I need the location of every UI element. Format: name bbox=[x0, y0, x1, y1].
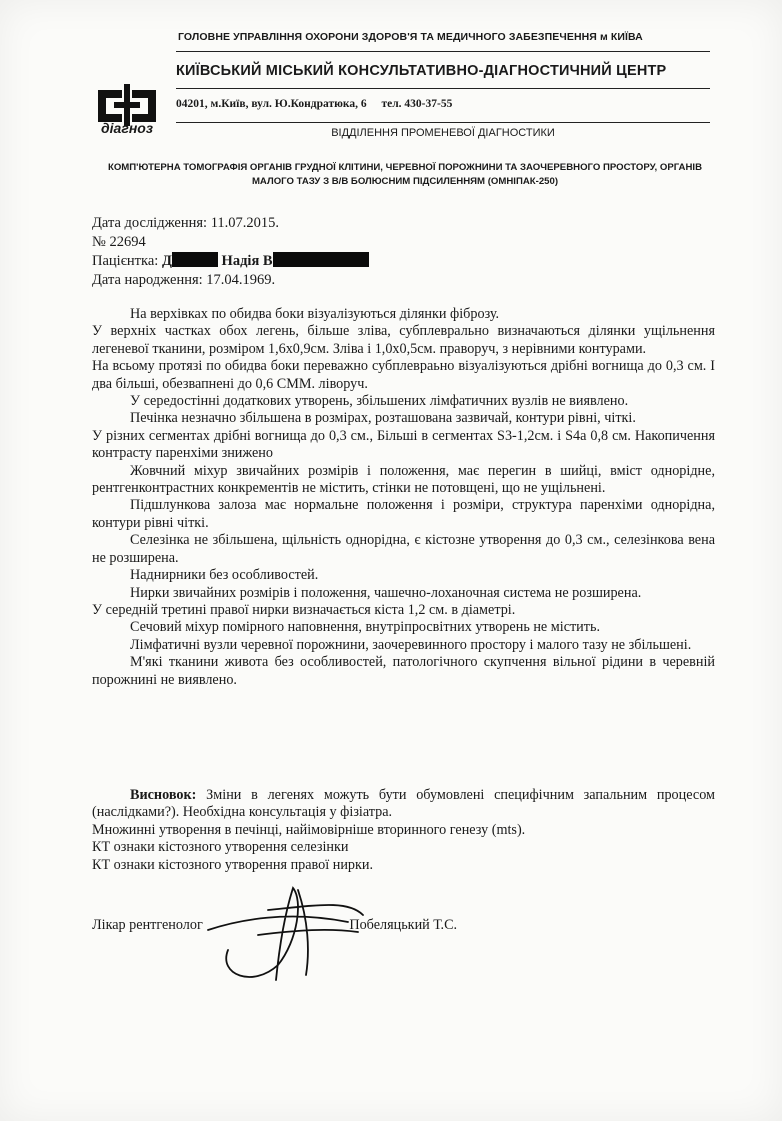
study-date-value: 11.07.2015. bbox=[210, 215, 280, 231]
conclusion-text: Зміни в легенях можуть бути обумовлені специфічним запальним процесом (наслідками?). Необхідна консультація у фізіатра. bbox=[92, 787, 715, 821]
header-rule-2 bbox=[176, 88, 710, 89]
patient-label: Пацієнтка: bbox=[92, 253, 159, 269]
findings-paragraph: Печінка незначно збільшена в розмірах, розташована зазвичай, контури рівні, чіткі. bbox=[130, 410, 636, 427]
handwritten-signature-icon bbox=[198, 880, 368, 990]
study-date-label: Дата дослідження: bbox=[92, 215, 208, 231]
department-name: ВІДДІЛЕННЯ ПРОМЕНЕВОЇ ДІАГНОСТИКИ bbox=[331, 127, 555, 139]
findings-paragraph: Лімфатичні вузли черевної порожнини, заочеревинного простору і малого тазу не збільшені. bbox=[130, 636, 692, 653]
redaction-bar-patronymic bbox=[273, 252, 369, 267]
birth-date-label: Дата народження: bbox=[92, 272, 203, 288]
findings-paragraph: Наднирники без особливостей. bbox=[130, 567, 319, 584]
birth-date-row bbox=[92, 271, 369, 290]
findings-paragraph: На верхівках по обидва боки візуалізуються ділянки фіброзу. bbox=[130, 306, 500, 322]
conclusion-paragraph bbox=[92, 787, 715, 822]
doctor-role: Лікар рентгенолог bbox=[92, 917, 203, 933]
study-title-line-1: КОМП'ЮТЕРНА ТОМОГРАФІЯ ОРГАНІВ ГРУДНОЇ КЛІТИНИ, ЧЕРЕВНОЇ ПОРОЖНИНИ ТА ЗАОЧЕРЕВНОГО ПРОСТОРУ, ОРГАНІВ bbox=[107, 162, 703, 173]
findings-paragraph: Підшлункова залоза має нормальне положення і розміри, структура паренхіми однорідна, контури рівні чіткі. bbox=[92, 497, 715, 531]
study-date-row bbox=[92, 214, 369, 233]
patient-row bbox=[92, 252, 369, 271]
redaction-bar-surname bbox=[172, 252, 218, 267]
conclusion-label: Висновок: bbox=[130, 787, 197, 803]
clinic-logo-word: діагноз bbox=[101, 120, 153, 136]
findings-paragraph: Селезінка не збільшена, щільність однорідна, є кістозне утворення до 0,3 см., селезінкова вена не розширена. bbox=[92, 532, 715, 566]
patient-info bbox=[92, 214, 369, 290]
conclusion-line: Множинні утворення в печінці, найімовірніше вторинного генезу (mts). bbox=[92, 821, 526, 838]
findings-paragraph: М'які тканини живота без особливостей, патологічного скупчення вільної рідини в черевній порожнині не виявлено. bbox=[92, 654, 715, 688]
header-rule-1 bbox=[176, 51, 710, 52]
findings-section bbox=[92, 306, 715, 689]
findings-paragraph: У верхніх частках обох легень, більше зліва, субплеврально визначаються ділянки ущільнення легеневої тканини, розміром 1,6х0,9см. Зліва і 1,0х0,5см. праворуч, з нерівними контурами. bbox=[92, 323, 715, 357]
findings-paragraph: На всьому протязі по обидва боки переважно субплевраьно візуалізуються дрібні вогнища до 0,3 см. І два більші, обезвапнені до 0,6 СММ. ліворуч. bbox=[92, 358, 715, 392]
conclusion-line: КТ ознаки кістозного утворення правої нирки. bbox=[92, 856, 374, 873]
doctor-name: Побеляцький Т.С. bbox=[349, 917, 458, 933]
findings-paragraph: У середній третині правої нирки визначається кіста 1,2 см. в діаметрі. bbox=[92, 601, 516, 618]
ministry-header: ГОЛОВНЕ УПРАВЛІННЯ ОХОРОНИ ЗДОРОВ'Я ТА МЕДИЧНОГО ЗАБЕЗПЕЧЕННЯ м КИЇВА bbox=[178, 31, 643, 43]
study-title-line-2: МАЛОГО ТАЗУ З В/В БОЛЮСНИМ ПІДСИЛЕННЯМ (ОМНІПАК-250) bbox=[251, 176, 559, 187]
center-address-line bbox=[176, 98, 452, 110]
conclusion-line: КТ ознаки кістозного утворення селезінки bbox=[92, 839, 349, 856]
findings-paragraph: У середостінні додаткових утворень, збільшених лімфатичних вузлів не виявлено. bbox=[130, 393, 629, 410]
study-number: № 22694 bbox=[92, 234, 146, 250]
clinic-logo-icon bbox=[92, 80, 162, 146]
header-rule-3 bbox=[176, 122, 710, 123]
findings-paragraph: Сечовий міхур помірного наповнення, внутріпросвітних утворень не містить. bbox=[130, 619, 600, 636]
patient-first-name: Надія В bbox=[221, 253, 273, 269]
patient-surname-initial: Д bbox=[161, 253, 172, 269]
center-name: КИЇВСЬКИЙ МІСЬКИЙ КОНСУЛЬТАТИВНО-ДІАГНОСТИЧНИЙ ЦЕНТР bbox=[176, 63, 667, 79]
center-address: 04201, м.Київ, вул. Ю.Кондратюка, 6 bbox=[176, 98, 367, 110]
conclusion-section bbox=[92, 787, 715, 874]
study-title bbox=[84, 161, 726, 189]
birth-date-value: 17.04.1969. bbox=[206, 272, 276, 288]
findings-paragraph: Нирки звичайних розмірів і положення, чашечно-лоханочная система не розширена. bbox=[130, 584, 642, 601]
center-phone: тел. 430-37-55 bbox=[381, 98, 453, 110]
findings-paragraph: Жовчний міхур звичайних розмірів і положення, має перегин в шийці, вміст однорідне, рентгенконтрастних конкрементів не містить, стінки не потовщені, що не ущільнені. bbox=[92, 462, 715, 497]
findings-paragraph: У різних сегментах дрібні вогнища до 0,3 см., Більші в сегментах S3-1,2см. і S4а 0,8 см. Накопичення контрасту паренхіми знижено bbox=[92, 427, 715, 462]
